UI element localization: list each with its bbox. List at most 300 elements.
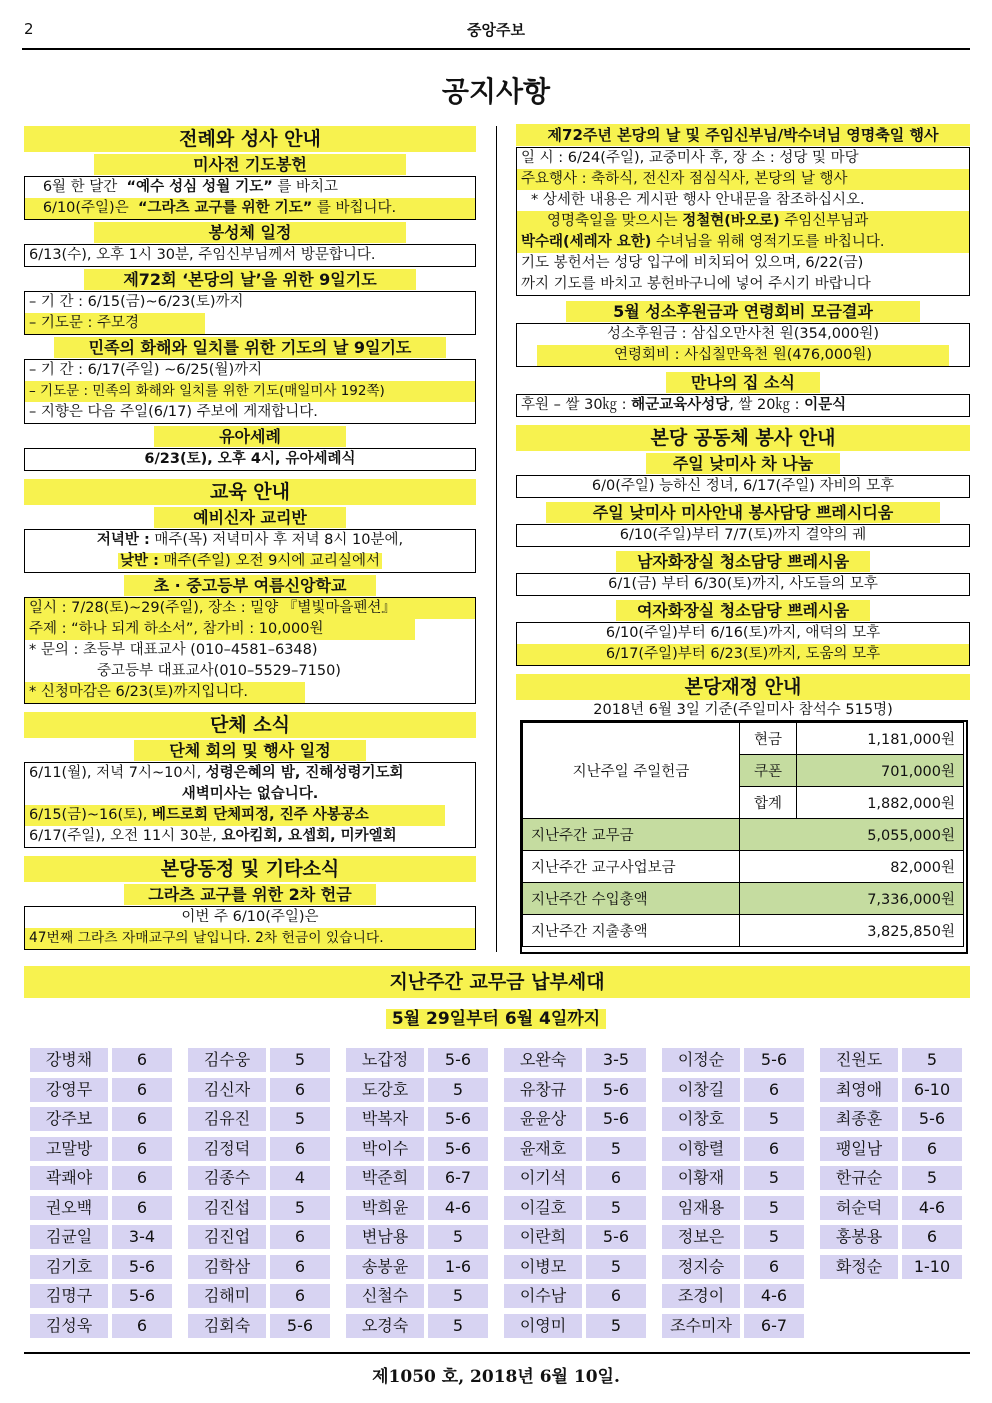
catechism-line-2	[25, 551, 475, 572]
groups-line-2	[25, 784, 475, 805]
donor-name: 박복자	[346, 1107, 424, 1131]
summer-school-line-2: 주제 : “하나 되게 하소서”, 참가비 : 10,000원	[25, 619, 415, 640]
prayer-line-1-b: “예수 성심 성월 기도”	[126, 179, 273, 195]
donor-entry	[346, 1166, 491, 1190]
groups-line-3	[25, 805, 445, 826]
donor-entry	[188, 1225, 333, 1249]
service-3-heading: 남자화장실 청소담당 쁘레시움	[616, 551, 870, 572]
donor-months: 5	[428, 1284, 488, 1308]
catechism-heading: 예비신자 교리반	[154, 507, 346, 528]
manna-heading: 만나의 집 소식	[666, 372, 820, 393]
donor-entry	[504, 1107, 649, 1131]
donor-name: 강영무	[30, 1078, 108, 1102]
prayer-box	[24, 176, 476, 220]
finance-table	[522, 722, 964, 947]
donor-name: 이병모	[504, 1255, 582, 1279]
donor-months: 5	[270, 1048, 330, 1072]
donor-entry	[504, 1166, 649, 1190]
donor-name: 김학삼	[188, 1255, 266, 1279]
donor-months: 6	[744, 1078, 804, 1102]
donor-months: 6	[270, 1225, 330, 1249]
donor-months: 6	[112, 1166, 172, 1190]
donor-entry	[662, 1314, 807, 1338]
baptism-box	[24, 448, 476, 471]
donor-name: 한규순	[820, 1166, 898, 1190]
donor-entry	[30, 1107, 175, 1131]
donor-months: 5-6	[428, 1107, 488, 1131]
groups-line-4-a: 6/17(주일), 오전 11시 30분,	[29, 828, 217, 844]
finance-offering-label: 지난주일 주일헌금	[523, 723, 740, 819]
donor-entry	[346, 1107, 491, 1131]
donor-entry	[504, 1048, 649, 1072]
donor-entry	[504, 1078, 649, 1102]
donor-entry	[504, 1284, 649, 1308]
donor-entry	[662, 1137, 807, 1161]
donor-name: 도강호	[346, 1078, 424, 1102]
donor-entry	[820, 1078, 965, 1102]
summer-school-line-5: * 신청마감은 6/23(토)까지입니다.	[25, 682, 305, 703]
catechism-day-label: 낮반 :	[120, 553, 159, 569]
donor-entry	[188, 1107, 333, 1131]
donor-entry	[346, 1196, 491, 1220]
prayer-line-1-a: 6월 한 달간	[42, 179, 118, 195]
issue-footer: 제1050 호, 2018년 6월 10일.	[372, 1367, 620, 1387]
donor-column	[30, 1048, 175, 1343]
donor-name: 최영애	[820, 1078, 898, 1102]
donor-entry	[504, 1137, 649, 1161]
donor-name: 신철수	[346, 1284, 424, 1308]
donor-column	[820, 1048, 965, 1284]
service-1-box	[516, 475, 970, 498]
donor-entry	[504, 1196, 649, 1220]
anniversary-line-1: 일 시 : 6/24(주일), 교중미사 후, 장 소 : 성당 및 마당	[521, 150, 859, 166]
donor-entry	[346, 1137, 491, 1161]
donor-months: 5-6	[112, 1284, 172, 1308]
donor-entry	[188, 1166, 333, 1190]
donor-name: 김수웅	[188, 1048, 266, 1072]
groups-box	[24, 762, 476, 848]
footer-rule	[24, 1352, 970, 1354]
anniversary-line-4-a: 영명축일을 맞으시는	[547, 213, 678, 229]
service-4-box	[516, 622, 970, 666]
catechism-line-1	[25, 530, 475, 551]
donor-entry	[30, 1255, 175, 1279]
donor-entry	[346, 1284, 491, 1308]
donor-name: 이기석	[504, 1166, 582, 1190]
donor-months: 5-6	[428, 1137, 488, 1161]
novena1-line-1: – 기 간 : 6/15(금)~6/23(토)까지	[29, 294, 244, 310]
donor-name: 임재용	[662, 1196, 740, 1220]
prayer-line-2-c: 를 바칩니다.	[316, 200, 397, 216]
finance-expense-value: 3,825,850원	[740, 915, 964, 947]
donor-months: 5	[428, 1225, 488, 1249]
novena1-heading: 제72회 ‘본당의 날’을 위한 9일기도	[84, 269, 416, 290]
donor-entry	[662, 1048, 807, 1072]
donor-name: 이영미	[504, 1314, 582, 1338]
donor-column	[504, 1048, 649, 1343]
donor-entry	[820, 1107, 965, 1131]
donor-entry	[30, 1314, 175, 1338]
donor-name: 허순덕	[820, 1196, 898, 1220]
finance-total-label: 합계	[740, 787, 797, 819]
anniversary-line-5	[517, 232, 969, 253]
donor-name: 이정순	[662, 1048, 740, 1072]
donor-name: 정지승	[662, 1255, 740, 1279]
donor-months: 4-6	[744, 1284, 804, 1308]
groups-line-4	[25, 826, 475, 847]
donor-months: 1-6	[428, 1255, 488, 1279]
donor-name: 김유진	[188, 1107, 266, 1131]
baptism-line	[25, 449, 475, 470]
donor-months: 6	[744, 1137, 804, 1161]
donor-name: 김정덕	[188, 1137, 266, 1161]
anniversary-line-5-a: 박수래(세레자 요한)	[521, 234, 652, 250]
donor-months: 6	[586, 1166, 646, 1190]
donor-months: 6	[586, 1284, 646, 1308]
donor-column	[346, 1048, 491, 1343]
donor-entry	[30, 1196, 175, 1220]
summer-school-line-3: * 문의 : 초등부 대표교사 (010–4581–6348)	[29, 642, 318, 658]
donor-months: 5-6	[586, 1225, 646, 1249]
donor-entry	[662, 1107, 807, 1131]
donor-months: 5	[428, 1078, 488, 1102]
service-4-heading: 여자화장실 청소담당 쁘레시움	[616, 600, 870, 621]
donor-months: 5	[744, 1166, 804, 1190]
donor-entry	[662, 1078, 807, 1102]
donor-months: 5	[428, 1314, 488, 1338]
donor-entry	[30, 1225, 175, 1249]
donor-name: 박희윤	[346, 1196, 424, 1220]
donor-months: 4-6	[902, 1196, 962, 1220]
donor-months: 6-7	[428, 1166, 488, 1190]
communion-text: 6/13(수), 오후 1시 30분, 주임신부님께서 방문합니다.	[29, 247, 376, 263]
donor-months: 6	[112, 1137, 172, 1161]
prayer-line-2-a: 6/10(주일)은	[42, 200, 129, 216]
finance-subtitle: 2018년 6월 3일 기준(주일미사 참석수 515명)	[593, 702, 893, 718]
catechism-day-highlight	[118, 553, 382, 569]
donor-months: 5-6	[586, 1107, 646, 1131]
service-1-heading: 주일 낮미사 차 나눔	[646, 453, 840, 474]
donor-name: 조수미자	[662, 1314, 740, 1338]
novena2-line-3: – 지향은 다음 주일(6/17) 주보에 게재합니다.	[29, 404, 318, 420]
offering-line-2: 연령회비 : 사십칠만육천 원(476,000원)	[537, 345, 949, 366]
donor-entry	[662, 1196, 807, 1220]
groups-line-4-b: 요아킴회, 요셉회, 미카엘회	[221, 828, 397, 844]
donor-name: 김종수	[188, 1166, 266, 1190]
manna-text-a: 후원 – 쌀 30㎏ :	[521, 397, 627, 413]
prayer-heading: 미사전 기도봉헌	[94, 154, 406, 175]
donor-name: 김신자	[188, 1078, 266, 1102]
finance-dues-label: 지난주간 교무금	[523, 819, 740, 851]
offering-line-1: 성소후원금 : 삼십오만사천 원(354,000원)	[606, 326, 880, 342]
donors-period: 5월 29일부터 6월 4일까지	[386, 1009, 606, 1029]
donor-entry	[820, 1225, 965, 1249]
donor-name: 김진업	[188, 1225, 266, 1249]
donor-column	[662, 1048, 807, 1343]
donor-entry	[820, 1255, 965, 1279]
left-column	[24, 124, 476, 950]
donor-name: 박이수	[346, 1137, 424, 1161]
donor-months: 5	[270, 1196, 330, 1220]
groups-line-1	[25, 763, 475, 784]
parish-box	[24, 906, 476, 950]
manna-line	[517, 395, 969, 416]
donor-entry	[346, 1255, 491, 1279]
donor-entry	[188, 1078, 333, 1102]
communion-box	[24, 244, 476, 267]
donor-name: 이길호	[504, 1196, 582, 1220]
groups-line-1-a: 6/11(월), 저녁 7시~10시,	[29, 765, 202, 781]
donor-entry	[662, 1166, 807, 1190]
donor-name: 유창규	[504, 1078, 582, 1102]
service-4-line-1: 6/10(주일)부터 6/16(토)까지, 애덕의 모후	[605, 625, 881, 641]
page-number: 2	[24, 20, 34, 38]
donor-name: 송봉윤	[346, 1255, 424, 1279]
donor-name: 이창길	[662, 1078, 740, 1102]
groups-line-3-a: 6/15(금)~16(토),	[29, 807, 148, 823]
donor-name: 오완숙	[504, 1048, 582, 1072]
manna-text-d: 이문식	[804, 397, 847, 413]
service-3-box	[516, 573, 970, 596]
donor-months: 5-6	[270, 1314, 330, 1338]
prayer-line-2	[25, 198, 475, 219]
manna-box	[516, 394, 970, 417]
service-2-heading: 주일 낮미사 미사안내 봉사담당 쁘레시디움	[546, 502, 940, 523]
anniversary-line-2: 주요행사 : 축하식, 전신자 점심식사, 본당의 날 행사	[517, 169, 969, 190]
publication-title: 중앙주보	[467, 21, 525, 39]
donor-entry	[504, 1314, 649, 1338]
finance-row-expense	[523, 915, 964, 947]
donor-name: 김회숙	[188, 1314, 266, 1338]
donor-months: 5-6	[112, 1255, 172, 1279]
donor-entry	[30, 1166, 175, 1190]
novena2-heading: 민족의 화해와 일치를 위한 기도의 날 9일기도	[54, 337, 446, 358]
anniversary-line-3: * 상세한 내용은 게시판 행사 안내문을 참조하십시오.	[531, 192, 865, 208]
right-column	[516, 124, 970, 721]
finance-row-dues	[523, 819, 964, 851]
finance-cash-label: 현금	[740, 723, 797, 755]
donor-months: 5	[270, 1107, 330, 1131]
donor-months: 1-10	[902, 1255, 962, 1279]
donor-months: 6	[270, 1137, 330, 1161]
education-heading: 교육 안내	[24, 479, 476, 505]
anniversary-line-4	[517, 211, 969, 232]
donor-name: 홍봉용	[820, 1225, 898, 1249]
donor-months: 5	[744, 1107, 804, 1131]
anniversary-line-6: 기도 봉헌서는 성당 입구에 비치되어 있으며, 6/22(금)	[521, 255, 864, 271]
offering-box	[516, 323, 970, 367]
novena2-line-1: – 기 간 : 6/17(주일) ~6/25(월)까지	[29, 362, 263, 378]
donor-entry	[188, 1314, 333, 1338]
donor-entry	[504, 1225, 649, 1249]
donor-name: 정보은	[662, 1225, 740, 1249]
donor-entry	[346, 1048, 491, 1072]
donor-months: 5	[744, 1225, 804, 1249]
donor-name: 이란희	[504, 1225, 582, 1249]
donor-months: 3-5	[586, 1048, 646, 1072]
donor-name: 조경이	[662, 1284, 740, 1308]
donor-entry	[346, 1314, 491, 1338]
donor-entry	[30, 1137, 175, 1161]
service-2-box	[516, 524, 970, 547]
donors-period-line	[0, 1004, 992, 1029]
finance-project-label: 지난주간 교구사업보금	[523, 851, 740, 883]
donor-name: 이수남	[504, 1284, 582, 1308]
liturgy-heading: 전례와 성사 안내	[24, 126, 476, 152]
communion-heading: 봉성체 일정	[94, 222, 406, 243]
donor-months: 3-4	[112, 1225, 172, 1249]
donor-months: 6	[902, 1137, 962, 1161]
novena2-box	[24, 359, 476, 424]
donor-entry	[188, 1255, 333, 1279]
donor-months: 5	[586, 1137, 646, 1161]
donor-months: 6-10	[902, 1078, 962, 1102]
header-rule	[22, 48, 970, 50]
donor-name: 김해미	[188, 1284, 266, 1308]
parish-heading: 본당동정 및 기타소식	[24, 856, 476, 882]
anniversary-heading: 제72주년 본당의 날 및 주임신부님/박수녀님 영명축일 행사	[516, 124, 970, 146]
donor-name: 고말방	[30, 1137, 108, 1161]
finance-row-cash	[523, 723, 964, 755]
donor-name: 화정순	[820, 1255, 898, 1279]
donor-entry	[30, 1048, 175, 1072]
donor-months: 6	[112, 1048, 172, 1072]
catechism-box	[24, 529, 476, 573]
manna-text-b: 해군교육사성당	[631, 397, 730, 413]
donor-months: 5	[586, 1196, 646, 1220]
prayer-line-2-b: “그라츠 교구를 위한 기도”	[137, 200, 313, 216]
summer-school-box	[24, 597, 476, 704]
finance-income-value: 7,336,000원	[740, 883, 964, 915]
donor-months: 5	[902, 1166, 962, 1190]
donor-entry	[662, 1225, 807, 1249]
donor-entry	[820, 1196, 965, 1220]
donor-name: 이황재	[662, 1166, 740, 1190]
anniversary-line-5-b: 수녀님을 위해 영적기도를 바칩니다.	[655, 234, 885, 250]
donor-name: 이창호	[662, 1107, 740, 1131]
finance-row-project	[523, 851, 964, 883]
donor-months: 6	[270, 1078, 330, 1102]
manna-text-c: , 쌀 20㎏ :	[729, 397, 800, 413]
finance-row-income	[523, 883, 964, 915]
parish-subheading: 그라츠 교구를 위한 2차 헌금	[124, 884, 376, 905]
donor-name: 김성욱	[30, 1314, 108, 1338]
donor-name: 이항렬	[662, 1137, 740, 1161]
donor-entry	[504, 1255, 649, 1279]
donor-months: 6	[112, 1107, 172, 1131]
baptism-text: 6/23(토), 오후 4시, 유아세례식	[144, 451, 356, 467]
summer-school-line-1: 일시 : 7/28(토)~29(주일), 장소 : 밀양 『별빛마을펜션』	[25, 598, 475, 619]
donor-column	[188, 1048, 333, 1343]
donor-name: 최종훈	[820, 1107, 898, 1131]
finance-dues-value: 5,055,000원	[740, 819, 964, 851]
finance-total-value: 1,882,000원	[797, 787, 964, 819]
anniversary-line-4-c: 주임신부님과	[784, 213, 869, 229]
donor-entry	[346, 1078, 491, 1102]
novena1-box	[24, 291, 476, 335]
donor-name: 진원도	[820, 1048, 898, 1072]
catechism-evening-text: 매주(목) 저녁미사 후 저녁 8시 10분에,	[154, 532, 404, 548]
donor-name: 권오백	[30, 1196, 108, 1220]
donor-months: 5-6	[744, 1048, 804, 1072]
donor-months: 5	[902, 1048, 962, 1072]
donor-name: 곽쾌야	[30, 1166, 108, 1190]
prayer-line-1	[25, 177, 475, 198]
groups-heading: 단체 소식	[24, 712, 476, 738]
donors-heading: 지난주간 교무금 납부세대	[24, 966, 970, 998]
finance-cash-value: 1,181,000원	[797, 723, 964, 755]
finance-coupon-value: 701,000원	[797, 755, 964, 787]
finance-expense-label: 지난주간 지출총액	[523, 915, 740, 947]
donor-name: 변남용	[346, 1225, 424, 1249]
donor-months: 5-6	[586, 1078, 646, 1102]
page-title: 공지사항	[441, 75, 551, 108]
donor-months: 5	[586, 1255, 646, 1279]
donor-months: 5-6	[428, 1048, 488, 1072]
donor-entry	[346, 1225, 491, 1249]
groups-line-2-text: 새벽미사는 없습니다.	[181, 786, 319, 802]
donor-entry	[820, 1137, 965, 1161]
donor-entry	[662, 1284, 807, 1308]
donor-months: 6	[112, 1196, 172, 1220]
summer-school-line-4: 중고등부 대표교사(010–5529–7150)	[97, 663, 341, 679]
groups-line-3-b: 베드로회 단체피정, 진주 사봉공소	[152, 807, 369, 823]
donor-name: 윤재호	[504, 1137, 582, 1161]
donor-name: 윤윤상	[504, 1107, 582, 1131]
donor-months: 6-7	[744, 1314, 804, 1338]
donor-name: 박준희	[346, 1166, 424, 1190]
anniversary-line-7: 까지 기도를 바치고 봉헌바구니에 넣어 주시기 바랍니다	[521, 276, 871, 292]
donor-entry	[30, 1078, 175, 1102]
donor-entry	[188, 1284, 333, 1308]
donor-entry	[820, 1048, 965, 1072]
groups-line-1-b: 성령은혜의 밤, 진해성령기도회	[205, 765, 404, 781]
service-heading: 본당 공동체 봉사 안내	[516, 425, 970, 451]
offering-heading: 5월 성소후원금과 연령회비 모금결과	[566, 301, 920, 322]
donor-name: 강주보	[30, 1107, 108, 1131]
summer-school-heading: 초 · 중고등부 여름신앙학교	[124, 575, 376, 596]
donor-months: 5-6	[902, 1107, 962, 1131]
donor-months: 6	[270, 1284, 330, 1308]
donor-entry	[188, 1137, 333, 1161]
novena1-line-2: – 기도문 : 주모경	[25, 313, 205, 334]
donor-months: 6	[270, 1255, 330, 1279]
finance-heading: 본당재정 안내	[516, 674, 970, 700]
service-1-text: 6/0(주일) 능하신 정녀, 6/17(주일) 자비의 모후	[591, 478, 895, 494]
service-3-text: 6/1(금) 부터 6/30(토)까지, 사도들의 모후	[608, 576, 878, 592]
anniversary-line-4-b: 정철현(바오로)	[682, 213, 780, 229]
donor-months: 5	[586, 1314, 646, 1338]
catechism-day-text: 매주(주일) 오전 9시에 교리실에서	[163, 553, 380, 569]
column-divider	[496, 126, 497, 952]
groups-subheading: 단체 회의 및 행사 일정	[134, 740, 366, 761]
novena2-line-2: – 기도문 : 민족의 화해와 일치를 위한 기도(매일미사 192쪽)	[25, 381, 475, 402]
donor-months: 4-6	[428, 1196, 488, 1220]
donor-months: 6	[744, 1255, 804, 1279]
donor-months: 6	[112, 1314, 172, 1338]
donor-name: 오경숙	[346, 1314, 424, 1338]
donor-name: 김명구	[30, 1284, 108, 1308]
donor-name: 김기호	[30, 1255, 108, 1279]
service-4-line-2: 6/17(주일)부터 6/23(토)까지, 도움의 모후	[517, 644, 969, 665]
donor-months: 6	[112, 1078, 172, 1102]
donor-months: 4	[270, 1166, 330, 1190]
finance-coupon-label: 쿠폰	[740, 755, 797, 787]
donor-months: 6	[902, 1225, 962, 1249]
donor-entry	[30, 1284, 175, 1308]
prayer-line-1-c: 를 바치고	[277, 179, 339, 195]
donor-name: 강병채	[30, 1048, 108, 1072]
